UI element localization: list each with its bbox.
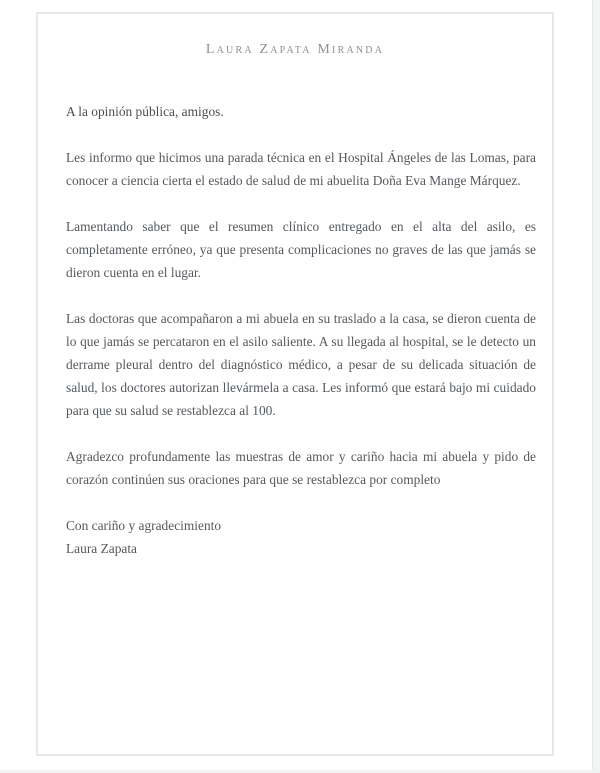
signature: Laura Zapata	[66, 541, 137, 556]
paragraph-diagnosis: Las doctoras que acompañaron a mi abuela en su traslado a la casa, se dieron cuenta de lo que jamás se percataron en el asilo saliente. A su llegada al hospital, se le detecto un derrame pleural dentro del diagnóstico médico, a pesar de su delicada situación de salud, los doctores autorizan llevármela a casa. Les informó que estará bajo mi cuidado para que su salud se restablezca al 100.	[66, 311, 536, 418]
letterhead-title: Laura Zapata Miranda	[205, 42, 385, 57]
paragraph-clinical-summary: Lamentando saber que el resumen clínico entregado en el alta del asilo, es completamente erróneo, ya que presenta complicaciones no graves de las que jamás se dieron cuenta en el lugar.	[66, 219, 536, 280]
letter-body	[66, 100, 536, 560]
paragraph-hospital-visit: Les informo que hicimos una parada técnica en el Hospital Ángeles de las Lomas, para conocer a ciencia cierta el estado de salud de mi abuelita Doña Eva Mange Márquez.	[66, 150, 536, 188]
paragraph-gratitude: Agradezco profundamente las muestras de amor y cariño hacia mi abuela y pido de corazón continúen sus oraciones para que se restablezca por completo	[66, 449, 536, 487]
letter-page	[36, 12, 554, 756]
greeting: A la opinión pública, amigos.	[66, 104, 224, 119]
scrollbar-track[interactable]	[592, 0, 600, 773]
closing-line: Con cariño y agradecimiento	[66, 518, 222, 533]
